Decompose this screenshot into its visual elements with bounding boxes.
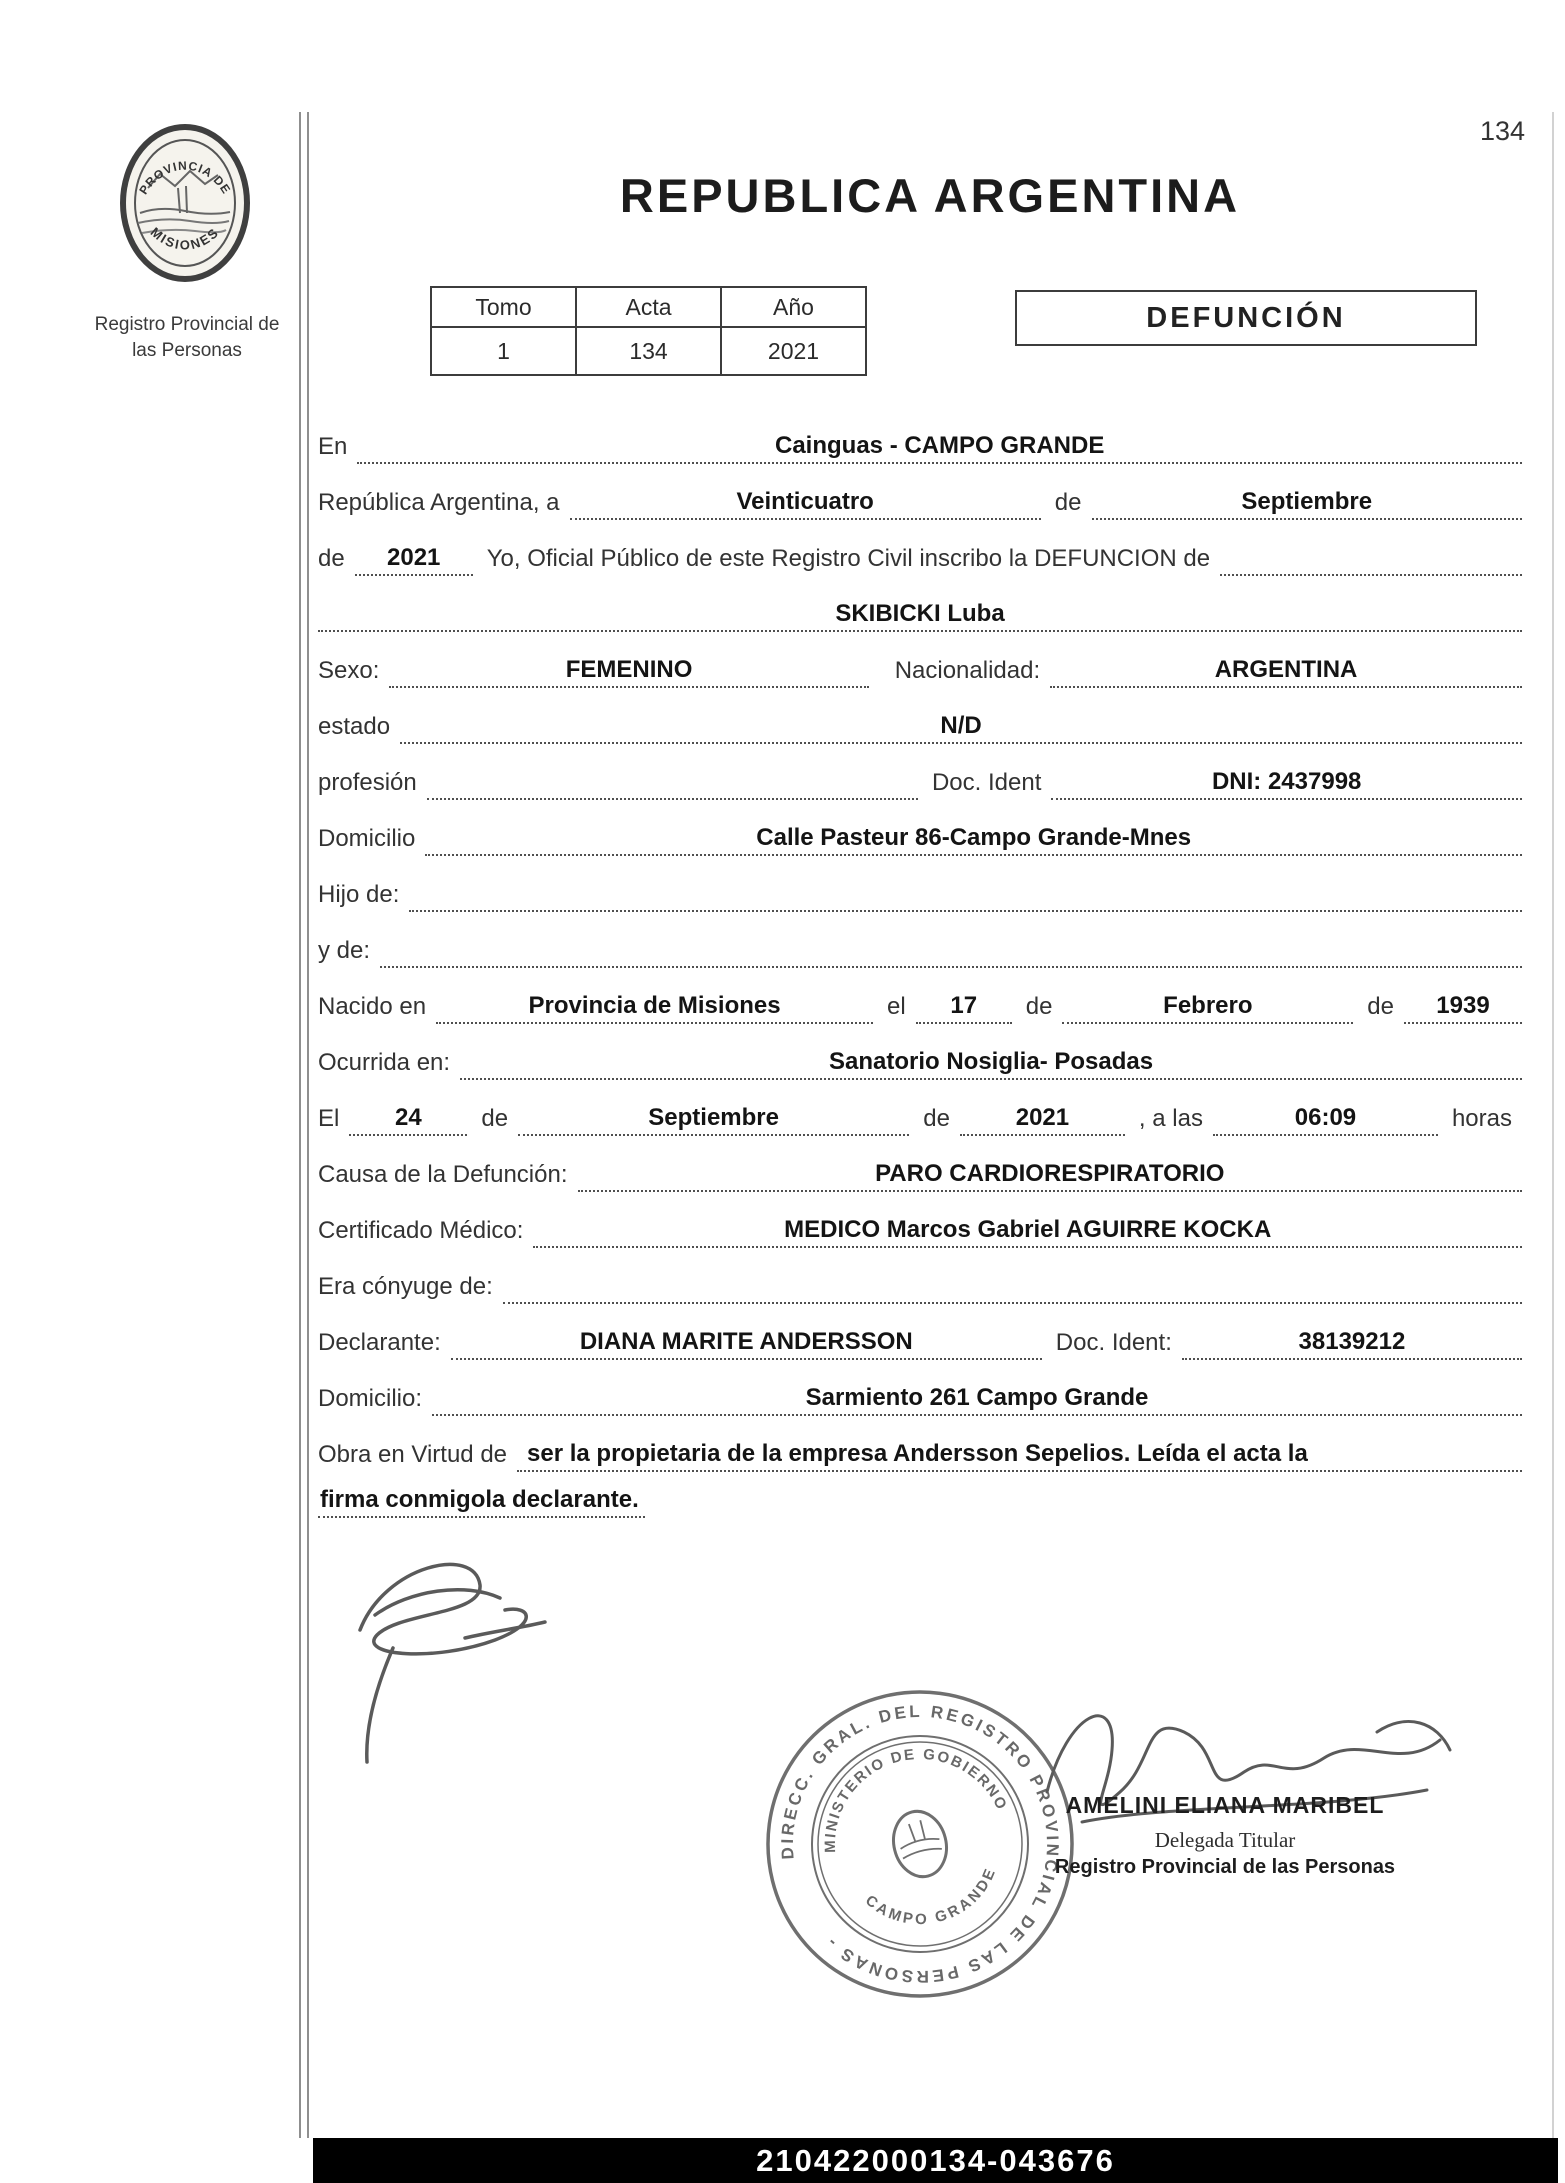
sexo-label: Sexo: bbox=[318, 657, 380, 684]
form-row-declarante bbox=[318, 1304, 1522, 1360]
registry-office-line1: Registro Provincial de bbox=[94, 314, 280, 335]
el-label: el bbox=[887, 993, 906, 1020]
horas-label: horas bbox=[1451, 1105, 1512, 1132]
sexo-value: FEMENINO bbox=[389, 656, 868, 688]
left-margin-line-1 bbox=[299, 112, 301, 2138]
obra-line1-value: ser la propietaria de la empresa Andersson Sepelios. Leída el acta la bbox=[517, 1440, 1522, 1472]
page-number: 134 bbox=[1480, 116, 1526, 146]
misiones-province-seal-icon bbox=[100, 118, 270, 288]
place-value: Cainguas - CAMPO GRANDE bbox=[357, 432, 1522, 464]
en-label: En bbox=[318, 433, 348, 460]
hijo-de-empty bbox=[409, 908, 1522, 912]
doc-ident-label: Doc. Ident bbox=[931, 769, 1042, 796]
causa-label: Causa de la Defunción: bbox=[318, 1161, 568, 1188]
el-death-label: El bbox=[318, 1105, 340, 1132]
nacionalidad-label: Nacionalidad: bbox=[894, 657, 1041, 684]
official-intro-text: Yo, Oficial Público de este Registro Civil inscribo la DEFUNCION de bbox=[486, 545, 1211, 572]
form-row-place bbox=[318, 408, 1522, 464]
official-org: Registro Provincial de las Personas bbox=[1054, 1856, 1396, 1878]
profesion-value-empty bbox=[427, 796, 918, 800]
left-margin-line-2 bbox=[307, 112, 309, 2138]
domicilio-label: Domicilio bbox=[318, 825, 416, 852]
tomo-header: Tomo bbox=[431, 287, 576, 327]
death-year-value: 2021 bbox=[960, 1104, 1125, 1136]
anio-header: Año bbox=[721, 287, 866, 327]
month-value: Septiembre bbox=[1092, 488, 1523, 520]
form-row-hijo-de bbox=[318, 856, 1522, 912]
de-label-2: de bbox=[318, 545, 345, 572]
domicilio2-value: Sarmiento 261 Campo Grande bbox=[432, 1384, 1522, 1416]
nacionalidad-value: ARGENTINA bbox=[1050, 656, 1522, 688]
form-row-nacido bbox=[318, 968, 1522, 1024]
form-row-domicilio bbox=[318, 800, 1522, 856]
form-row-profesion-doc bbox=[318, 744, 1522, 800]
official-title: Delegada Titular bbox=[1154, 1828, 1296, 1852]
emblem-top-text: PROVINCIA DE bbox=[136, 158, 234, 197]
form-row-estado bbox=[318, 688, 1522, 744]
profesion-label: profesión bbox=[318, 769, 417, 796]
registry-office-line2: las Personas bbox=[132, 339, 242, 361]
form-row-ocurrida bbox=[318, 1024, 1522, 1080]
form-row-causa bbox=[318, 1136, 1522, 1192]
birth-day-value: 17 bbox=[916, 992, 1012, 1024]
death-day-value: 24 bbox=[349, 1104, 467, 1136]
document-title: REPUBLICA ARGENTINA bbox=[619, 169, 1241, 222]
obra-label: Obra en Virtud de bbox=[318, 1441, 508, 1468]
form-row-domicilio2 bbox=[318, 1360, 1522, 1416]
stamp-inner-bottom-text: CAMPO GRANDE bbox=[861, 1864, 1000, 1929]
anio-value: 2021 bbox=[721, 327, 866, 375]
a-las-label: , a las bbox=[1138, 1105, 1203, 1132]
form-row-year-intro bbox=[318, 520, 1522, 576]
form-row-certificado bbox=[318, 1192, 1522, 1248]
hijo-de-label: Hijo de: bbox=[318, 881, 400, 908]
ocurrida-label: Ocurrida en: bbox=[318, 1049, 451, 1076]
day-word-value: Veinticuatro bbox=[570, 488, 1041, 520]
trailing-dots bbox=[1220, 572, 1522, 576]
domicilio-value: Calle Pasteur 86-Campo Grande-Mnes bbox=[425, 824, 1522, 856]
de-label-1: de bbox=[1054, 489, 1082, 516]
certificado-label: Certificado Médico: bbox=[318, 1217, 524, 1244]
right-page-edge-line bbox=[1552, 112, 1554, 2138]
causa-value: PARO CARDIORESPIRATORIO bbox=[578, 1160, 1523, 1192]
declarante-value: DIANA MARITE ANDERSSON bbox=[451, 1328, 1042, 1360]
table-header-row bbox=[431, 287, 866, 327]
document-type-box: DEFUNCIÓN bbox=[1015, 290, 1477, 346]
ocurrida-value: Sanatorio Nosiglia- Posadas bbox=[460, 1048, 1522, 1080]
fecha-de1: de bbox=[481, 1105, 509, 1132]
declarante-doc-label: Doc. Ident: bbox=[1055, 1329, 1172, 1356]
certificado-value: MEDICO Marcos Gabriel AGUIRRE KOCKA bbox=[533, 1216, 1522, 1248]
conyuge-label: Era cónyuge de: bbox=[318, 1273, 493, 1300]
death-month-value: Septiembre bbox=[518, 1104, 909, 1136]
form-row-obra-line2 bbox=[318, 1472, 1522, 1518]
registry-office-label bbox=[72, 312, 302, 363]
tomo-value: 1 bbox=[431, 327, 576, 375]
form-row-sex-nationality bbox=[318, 632, 1522, 688]
document-id-bar bbox=[313, 2138, 1558, 2183]
year-value: 2021 bbox=[355, 544, 473, 576]
declarant-signature-icon bbox=[315, 1520, 585, 1770]
declarante-doc-value: 38139212 bbox=[1182, 1328, 1522, 1360]
republica-label: República Argentina, a bbox=[318, 489, 560, 516]
acta-value: 134 bbox=[576, 327, 721, 375]
birth-place-value: Provincia de Misiones bbox=[436, 992, 873, 1024]
stamp-outer-text: DIRECC. GRAL. DEL REGISTRO PROVINCIAL DE LAS PERSONAS - bbox=[777, 1701, 1063, 1987]
form-row-obra-line1 bbox=[318, 1416, 1522, 1472]
official-name: AMELINI ELIANA MARIBEL bbox=[1065, 1792, 1385, 1818]
death-time-value: 06:09 bbox=[1213, 1104, 1438, 1136]
stamp-inner-top-text: MINISTERIO DE GOBIERNO bbox=[821, 1745, 1011, 1854]
emblem-bottom-text: MISIONES bbox=[147, 224, 223, 253]
obra-line2-value: firma conmigola declarante. bbox=[318, 1472, 645, 1518]
birth-month-value: Febrero bbox=[1062, 992, 1353, 1024]
table-value-row bbox=[431, 327, 866, 375]
form-row-date-words bbox=[318, 464, 1522, 520]
nacido-label: Nacido en bbox=[318, 993, 427, 1020]
registry-reference-table bbox=[430, 286, 867, 376]
acta-header: Acta bbox=[576, 287, 721, 327]
nacido-de1: de bbox=[1025, 993, 1053, 1020]
declarante-label: Declarante: bbox=[318, 1329, 441, 1356]
form-row-death-date bbox=[318, 1080, 1522, 1136]
nacido-de2: de bbox=[1367, 993, 1394, 1020]
domicilio2-label: Domicilio: bbox=[318, 1385, 423, 1412]
form-row-deceased-name bbox=[318, 576, 1522, 632]
fecha-de2: de bbox=[923, 1105, 950, 1132]
estado-value: N/D bbox=[400, 712, 1522, 744]
estado-label: estado bbox=[318, 713, 391, 740]
deceased-name-value: SKIBICKI Luba bbox=[318, 600, 1522, 632]
certificate-form bbox=[318, 408, 1522, 1518]
form-row-y-de bbox=[318, 912, 1522, 968]
y-de-empty bbox=[380, 964, 1522, 968]
y-de-label: y de: bbox=[318, 937, 371, 964]
conyuge-empty bbox=[503, 1300, 1522, 1304]
document-id-text: 210422000134-043676 bbox=[756, 2142, 1115, 2178]
form-row-conyuge bbox=[318, 1248, 1522, 1304]
dni-value: DNI: 2437998 bbox=[1051, 768, 1522, 800]
birth-year-value: 1939 bbox=[1404, 992, 1522, 1024]
